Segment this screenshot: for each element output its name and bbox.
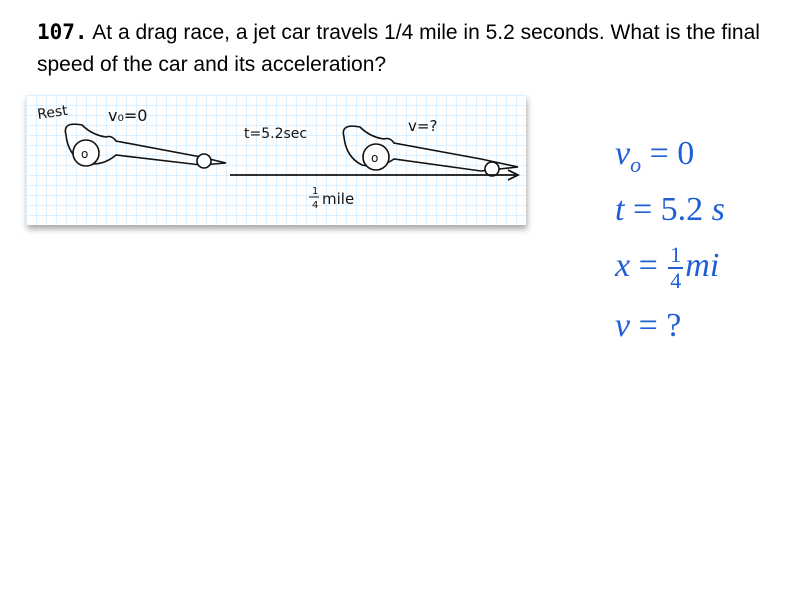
- equation-v: v = ?: [615, 307, 682, 344]
- time-label: t=5.2sec: [244, 126, 308, 142]
- svg-text:o: o: [371, 151, 379, 165]
- equation-v0: $v_o = 0$: [615, 135, 695, 177]
- drag-race-sketch: [26, 95, 526, 225]
- equation-x: x = $\frac{1}{4}$ mi: [615, 242, 720, 293]
- grid-paper: [26, 95, 526, 225]
- sketch-canvas: [26, 95, 526, 225]
- problem-number: 107.: [37, 20, 88, 44]
- svg-text:o: o: [81, 147, 89, 161]
- problem-statement: [37, 16, 777, 81]
- final-velocity-label: v=?: [408, 117, 438, 135]
- fraction-quarter: $\frac{1}{4}$: [670, 242, 682, 293]
- problem-text: At a drag race, a jet car travels 1/4 mile in 5.2 seconds. What is the final speed of the car and its acceleration?: [37, 21, 760, 76]
- v0-label: v₀=0: [108, 106, 148, 125]
- svg-text:mile: mile: [322, 190, 355, 208]
- svg-text:1: 1: [312, 186, 319, 197]
- svg-text:4: 4: [312, 200, 319, 211]
- equation-t: t = 5.2 s: [615, 191, 725, 228]
- rest-label: Rest: [36, 102, 69, 123]
